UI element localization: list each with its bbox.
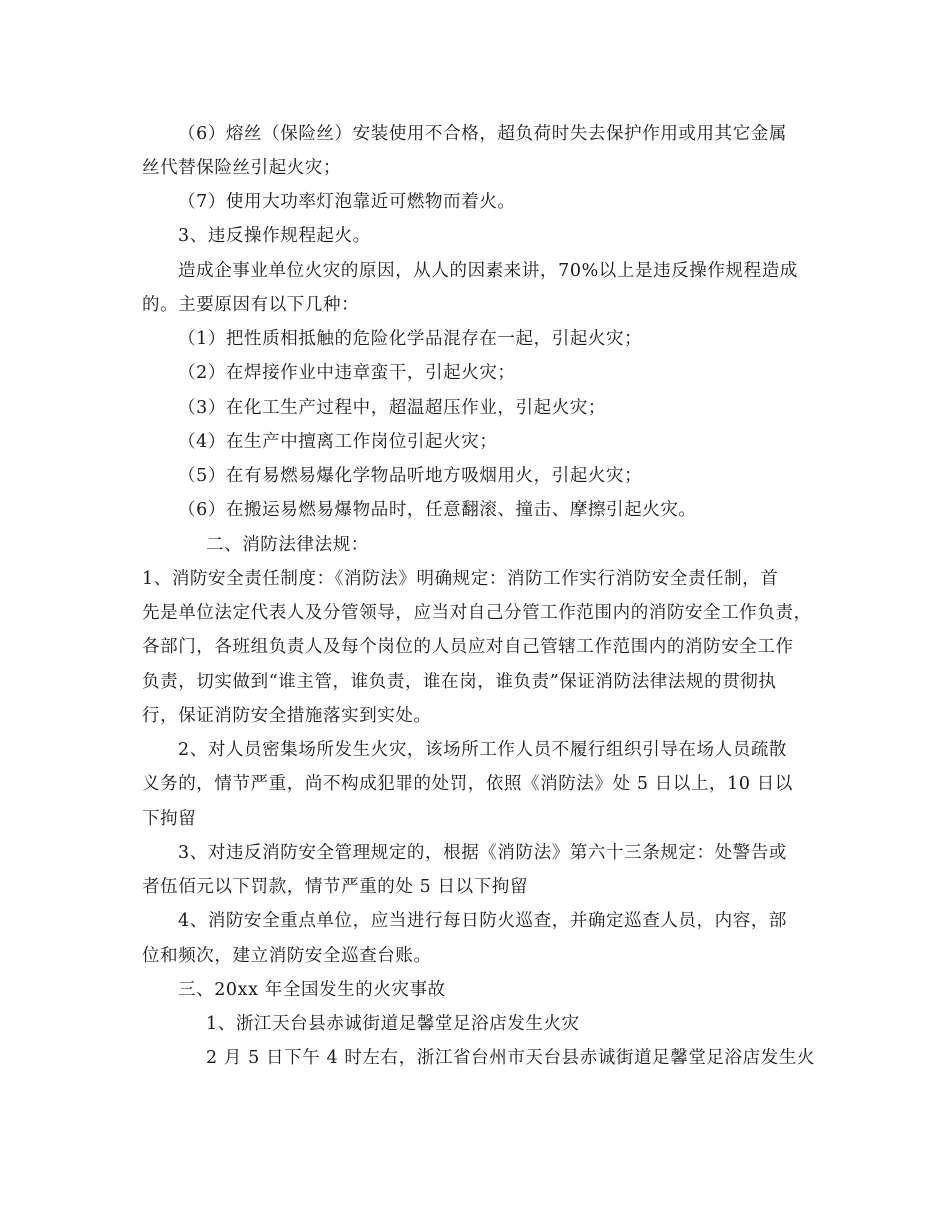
text-line: 负责，切实做到“谁主管，谁负责，谁在岗，谁负责”保证消防法律法规的贯彻执 xyxy=(142,672,777,692)
text-line: （7）使用大功率灯泡靠近可燃物而着火。 xyxy=(178,192,516,212)
text-line: 者伍佰元以下罚款，情节严重的处 5 日以下拘留 xyxy=(142,877,529,897)
text-line: 各部门，各班组负责人及每个岗位的人员应对自己管辖工作范围内的消防安全工作 xyxy=(142,637,794,657)
text-line: （6）在搬运易燃易爆物品时，任意翻滚、撞击、摩擦引起火灾。 xyxy=(178,500,697,520)
text-line: 位和频次，建立消防安全巡查台账。 xyxy=(142,946,432,966)
text-line: 先是单位法定代表人及分管领导，应当对自己分管工作范围内的消防安全工作负责， xyxy=(142,603,812,623)
text-line: （2）在焊接作业中违章蛮干，引起火灾； xyxy=(178,363,516,383)
section-heading: 二、消防法律法规： xyxy=(206,535,369,555)
text-line: 3、违反操作规程起火。 xyxy=(178,226,371,246)
text-line: 1、消防安全责任制度：《消防法》明确规定：消防工作实行消防安全责任制，首 xyxy=(142,569,779,589)
text-line: （6）熔丝（保险丝）安装使用不合格，超负荷时失去保护作用或用其它金属 xyxy=(178,124,788,144)
text-line: 2 月 5 日下午 4 时左右，浙江省台州市天台县赤诚街道足馨堂足浴店发生火 xyxy=(206,1048,816,1068)
text-line: 下拘留 xyxy=(142,809,197,829)
text-line: 1、浙江天台县赤诚街道足馨堂足浴店发生火灾 xyxy=(206,1014,580,1034)
text-line: 义务的，情节严重，尚不构成犯罪的处罚，依照《消防法》处 5 日以上，10 日以 xyxy=(142,774,793,794)
text-line: 行，保证消防安全措施落实到实处。 xyxy=(142,706,432,726)
text-line: （4）在生产中擅离工作岗位引起火灾； xyxy=(178,432,498,452)
text-line: （1）把性质相抵触的危险化学品混存在一起，引起火灾； xyxy=(178,329,643,349)
text-line: （3）在化工生产过程中，超温超压作业，引起火灾； xyxy=(178,398,607,418)
text-line: 丝代替保险丝引起火灾； xyxy=(142,158,342,178)
text-line: 4、消防安全重点单位，应当进行每日防火巡查，并确定巡查人员，内容，部 xyxy=(178,911,788,931)
section-heading: 三、20xx 年全国发生的火灾事故 xyxy=(178,980,446,1000)
text-line: 的。主要原因有以下几种： xyxy=(142,295,360,315)
text-line: 造成企事业单位火灾的原因，从人的因素来讲，70%以上是违反操作规程造成 xyxy=(178,261,798,281)
text-line: 2、对人员密集场所发生火灾，该场所工作人员不履行组织引导在场人员疏散 xyxy=(178,740,788,760)
text-line: （5）在有易燃易爆化学物品听地方吸烟用火，引起火灾； xyxy=(178,466,643,486)
text-line: 3、对违反消防安全管理规定的，根据《消防法》第六十三条规定：处警告或 xyxy=(178,843,788,863)
